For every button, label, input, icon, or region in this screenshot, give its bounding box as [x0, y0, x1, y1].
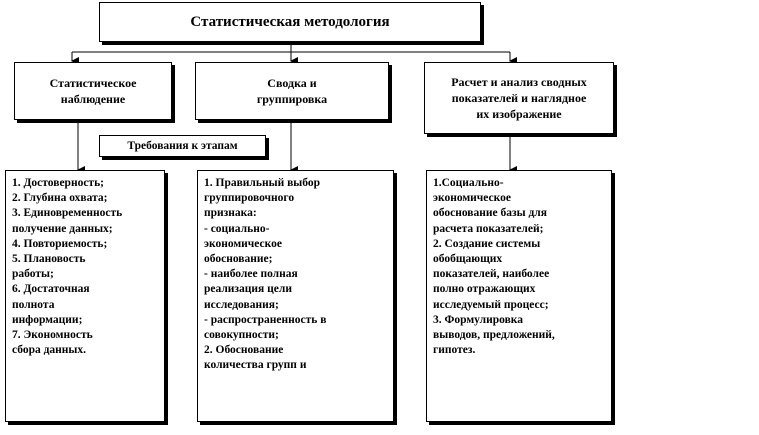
detail-line: 1. Правильный выбор [204, 177, 320, 189]
detail-line: выводов, предложений, [433, 329, 555, 342]
detail-line: 4. Повториемость; [12, 237, 108, 250]
stage-label-line: показателей и наглядное [451, 90, 587, 105]
details-box-observation [5, 170, 165, 422]
details-box-analysis [426, 170, 612, 422]
detail-line: 6. Достаточная [12, 283, 90, 296]
detail-line: работы; [12, 268, 54, 281]
stage-box-analysis [424, 62, 614, 134]
detail-line: - наиболее полная [204, 268, 298, 281]
detail-line: сбора данных. [12, 344, 87, 357]
requirements-label: Требования к этапам [127, 140, 238, 152]
detail-line: обобщающих [433, 253, 503, 266]
detail-line: расчета показателей; [433, 222, 544, 235]
detail-line: 2. Глубина охвата; [12, 192, 108, 205]
stage-label-line: группировка [256, 92, 328, 106]
requirements-label-box [99, 135, 266, 157]
detail-line: 3. Формулировка [433, 313, 523, 326]
detail-line: показателей, наиболее [433, 268, 550, 281]
detail-line: полно отражающих [433, 283, 536, 296]
detail-line: исследования; [204, 298, 279, 311]
stage-label-line: их изображение [476, 107, 562, 122]
detail-line: 1. Достоверность; [12, 177, 104, 189]
detail-line: полнота [12, 298, 55, 311]
detail-line: 7. Экономность [12, 329, 93, 342]
methodology-title: Статистическая методология [190, 13, 390, 30]
detail-line: количества групп и [204, 359, 307, 372]
detail-line: 2. Обоснование [204, 344, 284, 357]
detail-line: 2. Создание системы [433, 237, 541, 250]
detail-line: - социально- [204, 222, 270, 235]
detail-line: исследуемый процесс; [433, 298, 549, 311]
detail-line: 1.Социально- [433, 177, 504, 189]
detail-line: гипотез. [433, 344, 476, 357]
detail-line: обоснование; [204, 253, 273, 266]
detail-line: экономическое [433, 192, 511, 205]
detail-line: группировочного [204, 192, 295, 205]
detail-line: признака: [204, 207, 257, 220]
stage-label-line: Статистическое [49, 75, 137, 90]
stage-box-observation [14, 62, 172, 120]
detail-line: совокупности; [204, 329, 279, 342]
details-box-grouping [197, 170, 394, 422]
detail-line: получение данных; [12, 222, 113, 235]
stage-box-grouping [195, 62, 389, 120]
detail-line: 5. Плановость [12, 253, 86, 266]
detail-line: обоснование базы для [433, 207, 547, 220]
stage-label-line: наблюдение [60, 92, 126, 106]
methodology-title-box [99, 2, 481, 42]
detail-line: - распространенность в [204, 313, 327, 326]
detail-line: экономическое [204, 237, 282, 250]
detail-line: реализация цели [204, 283, 292, 296]
detail-line: информации; [12, 313, 83, 326]
stage-label-line: Расчет и анализ сводных [451, 74, 587, 89]
detail-line: 3. Единовременность [12, 207, 123, 220]
stage-label-line: Сводка и [267, 75, 317, 90]
